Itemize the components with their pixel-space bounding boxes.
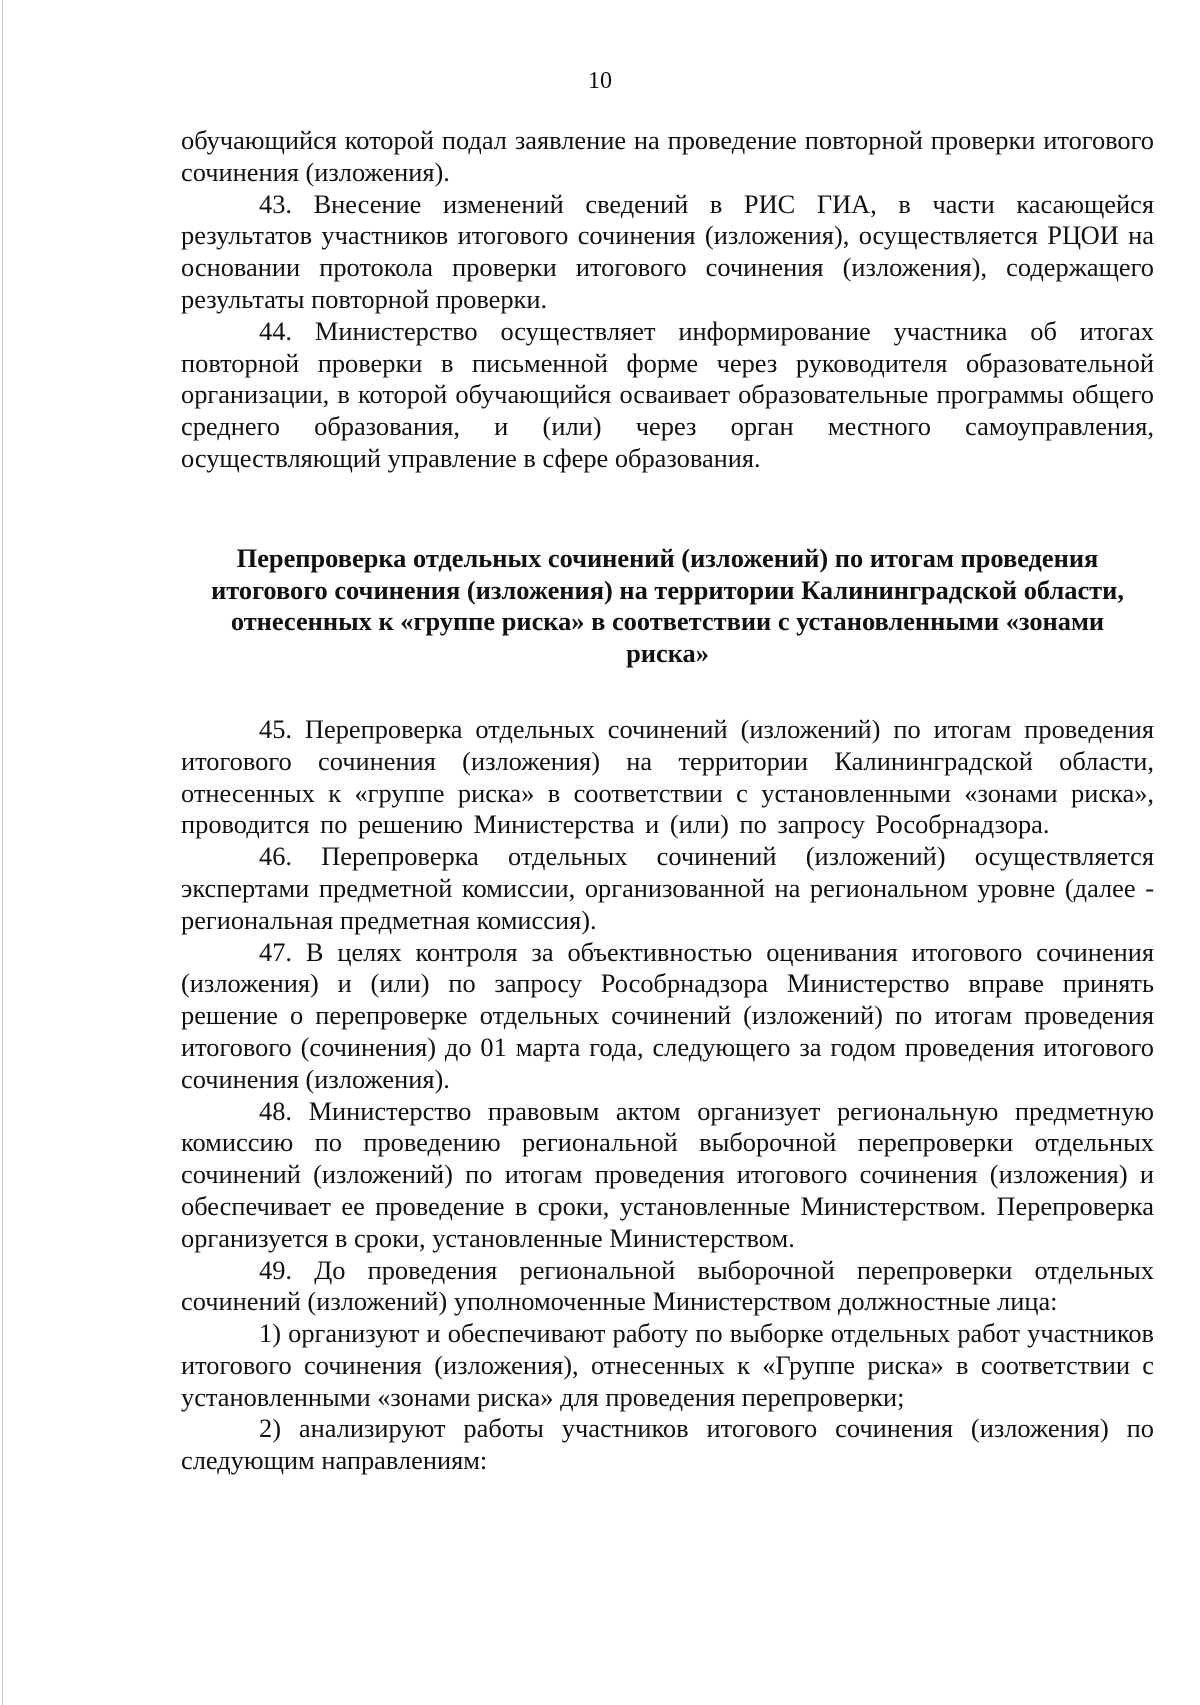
section-heading: Перепроверка отдельных сочинений (изложений) по итогам проведения итогового сочинения (изложения) на территории Калининградской области, отнесенных к «группе риска» в соответствии с установленными «зонами риска» (211, 542, 1124, 669)
page-edge-line (2, 0, 3, 1705)
list-item-2: 2) анализируют работы участников итогового сочинения (изложения) по следующим направлениям: (181, 1413, 1154, 1476)
paragraph-48: 48. Министерство правовым актом организует региональную предметную комиссию по проведению региональной выборочной перепроверки отдельных сочинений (изложений) по итогам проведения итогового сочинения (изложения) и обеспечивает ее проведение в сроки, установленные Министерством. Перепроверка организуется в сроки, установленные Министерством. (181, 1095, 1154, 1253)
paragraph-45: 45. Перепроверка отдельных сочинений (изложений) по итогам проведения итогового сочинения (изложения) на территории Калининградской области, отнесенных к «группе риска» в соответствии с установленными «зонами риска», проводится по решению Министерства и (или) по запросу Рособрнадзора. (181, 713, 1154, 840)
paragraph-47: 47. В целях контроля за объективностью оценивания итогового сочинения (изложения) и (или) по запросу Рособрнадзора Министерство вправе принять решение о перепроверке отдельных сочинений (изложений) по итогам проведения итогового (сочинения) до 01 марта года, следующего за годом проведения итогового сочинения (изложения). (181, 936, 1154, 1094)
paragraph-44: 44. Министерство осуществляет информирование участника об итогах повторной проверки в письменной форме через руководителя образовательной организации, в которой обучающийся осваивает образовательные программы общего среднего образования, и (или) через орган местного самоуправления, осуществляющий управление в сфере образования. (181, 315, 1154, 473)
page-number: 10 (588, 68, 612, 94)
paragraph-continuation: обучающийся которой подал заявление на проведение повторной проверки итогового сочинения (изложения). (181, 125, 1154, 187)
paragraph-46: 46. Перепроверка отдельных сочинений (изложений) осуществляется экспертами предметной комиссии, организованной на региональном уровне (далее - региональная предметная комиссия). (181, 841, 1154, 935)
paragraph-49: 49. До проведения региональной выборочной перепроверки отдельных сочинений (изложений) уполномоченные Министерством должностные лица: (181, 1254, 1154, 1317)
document-body (181, 125, 1154, 1477)
paragraph-43: 43. Внесение изменений сведений в РИС ГИА, в части касающейся результатов участников итогового сочинения (изложения), осуществляется РЦОИ на основании протокола проверки итогового сочинения (изложения), содержащего результаты повторной проверки. (181, 188, 1154, 314)
list-item-1: 1) организуют и обеспечивают работу по выборке отдельных работ участников итогового сочинения (изложения), отнесенных к «Группе риска» в соответствии с установленными «зонами риска» для проведения перепроверки; (181, 1318, 1154, 1412)
